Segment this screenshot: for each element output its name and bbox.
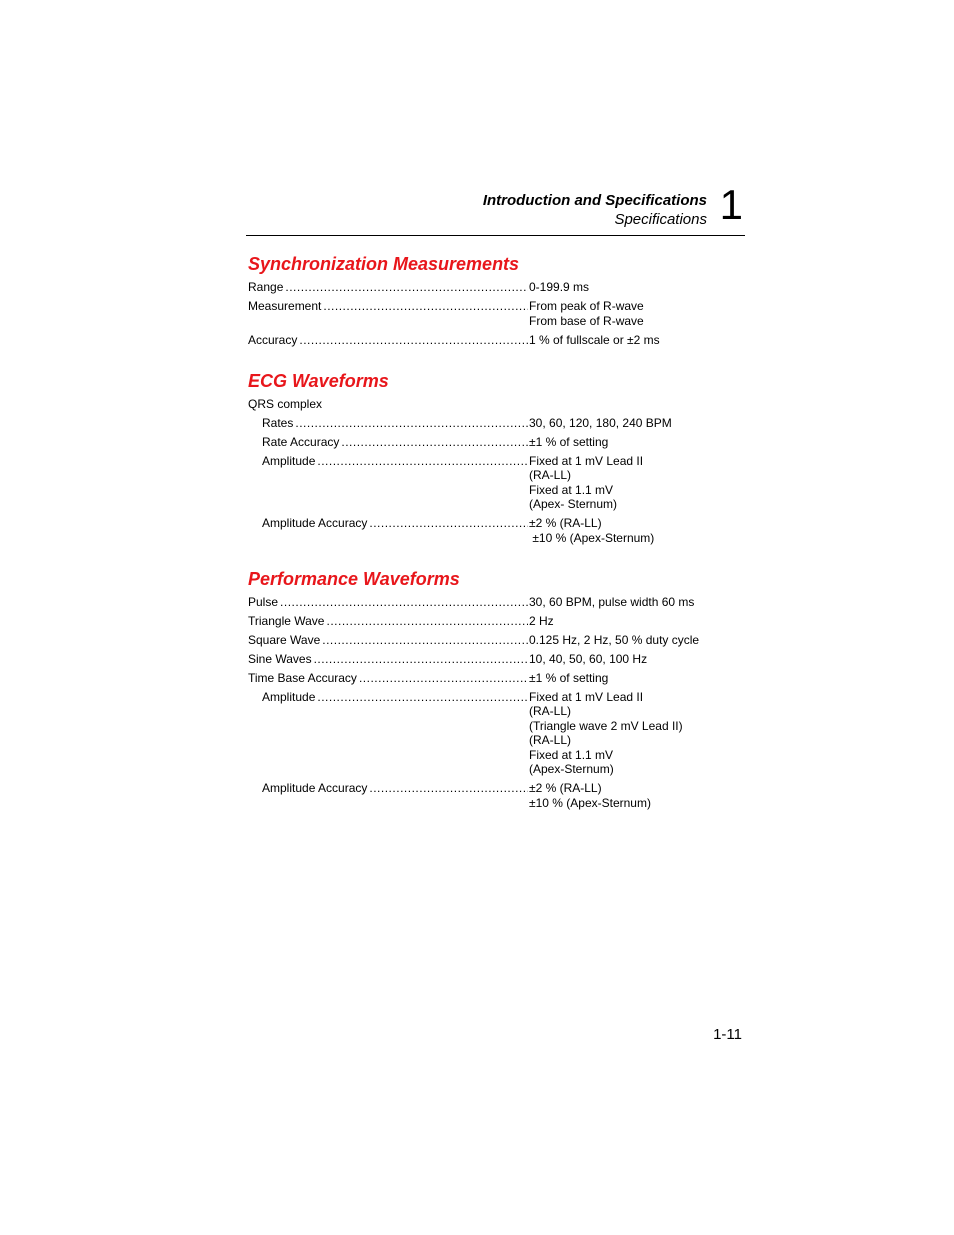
- spec-values: [528, 333, 729, 348]
- spec-row: [248, 595, 748, 610]
- spec-value: ±2 % (RA-LL): [529, 516, 602, 530]
- spec-value: 1 % of fullscale or ±2 ms: [529, 332, 660, 347]
- dot-leader: [326, 614, 528, 629]
- spec-label-cell: [248, 280, 528, 295]
- section-heading: Synchronization Measurements: [248, 254, 520, 274]
- spec-row: [248, 280, 748, 295]
- spec-row: [248, 299, 748, 328]
- dot-leader: [280, 595, 528, 610]
- spec-value: Fixed at 1 mV Lead II: [529, 453, 644, 468]
- spec-label: Pulse: [248, 594, 279, 609]
- spec-label: Time Base Accuracy: [248, 670, 357, 685]
- dot-leader: [359, 671, 528, 686]
- spec-value: 30, 60 BPM, pulse width 60 ms: [529, 594, 695, 609]
- spec-value: (Triangle wave 2 mV Lead II): [529, 718, 683, 733]
- spec-value: (RA-LL): [529, 704, 572, 718]
- spec-row: [248, 652, 748, 667]
- spec-label-cell: [248, 454, 528, 512]
- chapter-number: 1: [719, 181, 743, 228]
- spec-row: [248, 435, 748, 450]
- spec-value: (RA-LL): [529, 733, 572, 747]
- spec-values: [528, 690, 729, 777]
- dot-leader: [295, 416, 528, 431]
- dot-leader: [285, 280, 528, 295]
- spec-values: [528, 614, 729, 629]
- spec-label-cell: [248, 516, 528, 545]
- section-heading: ECG Waveforms: [248, 370, 389, 391]
- dot-leader: [322, 633, 528, 648]
- spec-value: ±1 % of setting: [529, 434, 609, 449]
- spec-row: [248, 781, 748, 810]
- spec-label: Amplitude Accuracy: [262, 516, 368, 530]
- spec-value: 10, 40, 50, 60, 100 Hz: [529, 651, 648, 666]
- dot-leader: [314, 652, 528, 667]
- spec-value: Fixed at 1 mV Lead II: [529, 689, 644, 704]
- dot-leader: [369, 781, 528, 810]
- spec-values: [528, 595, 729, 610]
- dot-leader: [369, 516, 528, 545]
- spec-label-cell: [248, 652, 528, 667]
- spec-row: [248, 333, 748, 348]
- spec-label: Measurement: [248, 299, 322, 313]
- dot-leader: [317, 690, 528, 777]
- header-title: Introduction and Specifications: [482, 192, 707, 209]
- page-number: 1-11: [713, 1026, 742, 1043]
- spec-label-cell: [248, 416, 528, 431]
- spec-row: [248, 614, 748, 629]
- spec-row: [248, 690, 748, 777]
- spec-label-cell: [248, 299, 528, 328]
- spec-value: ±1 % of setting: [529, 670, 609, 685]
- spec-value: 2 Hz: [529, 613, 554, 628]
- spec-label: Triangle Wave: [248, 613, 325, 628]
- spec-value: Fixed at 1.1 mV: [529, 482, 614, 497]
- spec-group-label: QRS complex: [248, 396, 323, 411]
- spec-values: [528, 671, 729, 686]
- spec-label-cell: [248, 781, 528, 810]
- spec-value: (Apex-Sternum): [529, 762, 614, 776]
- spec-label-cell: [248, 690, 528, 777]
- spec-value: From base of R-wave: [529, 313, 644, 328]
- spec-value: 0-199.9 ms: [529, 280, 590, 294]
- spec-label: Rate Accuracy: [262, 434, 340, 449]
- dot-leader: [299, 333, 528, 348]
- section-heading: Performance Waveforms: [248, 568, 460, 589]
- dot-leader: [341, 435, 528, 450]
- spec-label: Amplitude Accuracy: [262, 781, 368, 795]
- spec-value: ±10 % (Apex-Sternum): [529, 530, 655, 545]
- spec-value: 30, 60, 120, 180, 240 BPM: [529, 415, 672, 430]
- spec-row: [248, 516, 748, 545]
- spec-label: Sine Waves: [248, 651, 312, 666]
- spec-label-cell: [248, 671, 528, 686]
- spec-value: (RA-LL): [529, 468, 572, 482]
- spec-label-cell: [248, 614, 528, 629]
- spec-label-cell: [248, 435, 528, 450]
- spec-value: 0.125 Hz, 2 Hz, 50 % duty cycle: [529, 632, 700, 647]
- spec-value: Fixed at 1.1 mV: [529, 747, 614, 762]
- spec-values: [528, 454, 729, 512]
- header-subtitle: Specifications: [614, 211, 707, 228]
- spec-values: [528, 280, 729, 295]
- section-gap: [248, 550, 748, 567]
- spec-value: (Apex- Sternum): [529, 497, 618, 511]
- spec-values: [528, 516, 729, 545]
- spec-label: Range: [248, 280, 284, 294]
- spec-label: Amplitude: [262, 689, 316, 704]
- spec-value: ±2 % (RA-LL): [529, 781, 602, 795]
- spec-values: [528, 416, 729, 431]
- spec-label: Square Wave: [248, 632, 321, 647]
- section-gap: [248, 352, 748, 369]
- spec-row: [248, 454, 748, 512]
- spec-row: [248, 633, 748, 648]
- spec-values: [528, 299, 729, 328]
- spec-label: Amplitude: [262, 453, 316, 468]
- spec-label-cell: [248, 333, 528, 348]
- spec-label: Rates: [262, 415, 294, 430]
- dot-leader: [317, 454, 528, 512]
- spec-content: [248, 252, 748, 815]
- spec-row: [248, 671, 748, 686]
- spec-values: [528, 781, 729, 810]
- spec-label-cell: [248, 633, 528, 648]
- spec-label-cell: [248, 595, 528, 610]
- spec-label: Accuracy: [248, 332, 298, 347]
- spec-value: ±10 % (Apex-Sternum): [529, 795, 651, 810]
- spec-values: [528, 633, 729, 648]
- dot-leader: [323, 299, 528, 328]
- page-header: [246, 181, 745, 236]
- spec-value: From peak of R-wave: [529, 299, 644, 313]
- spec-values: [528, 652, 729, 667]
- spec-row: [248, 416, 748, 431]
- spec-values: [528, 435, 729, 450]
